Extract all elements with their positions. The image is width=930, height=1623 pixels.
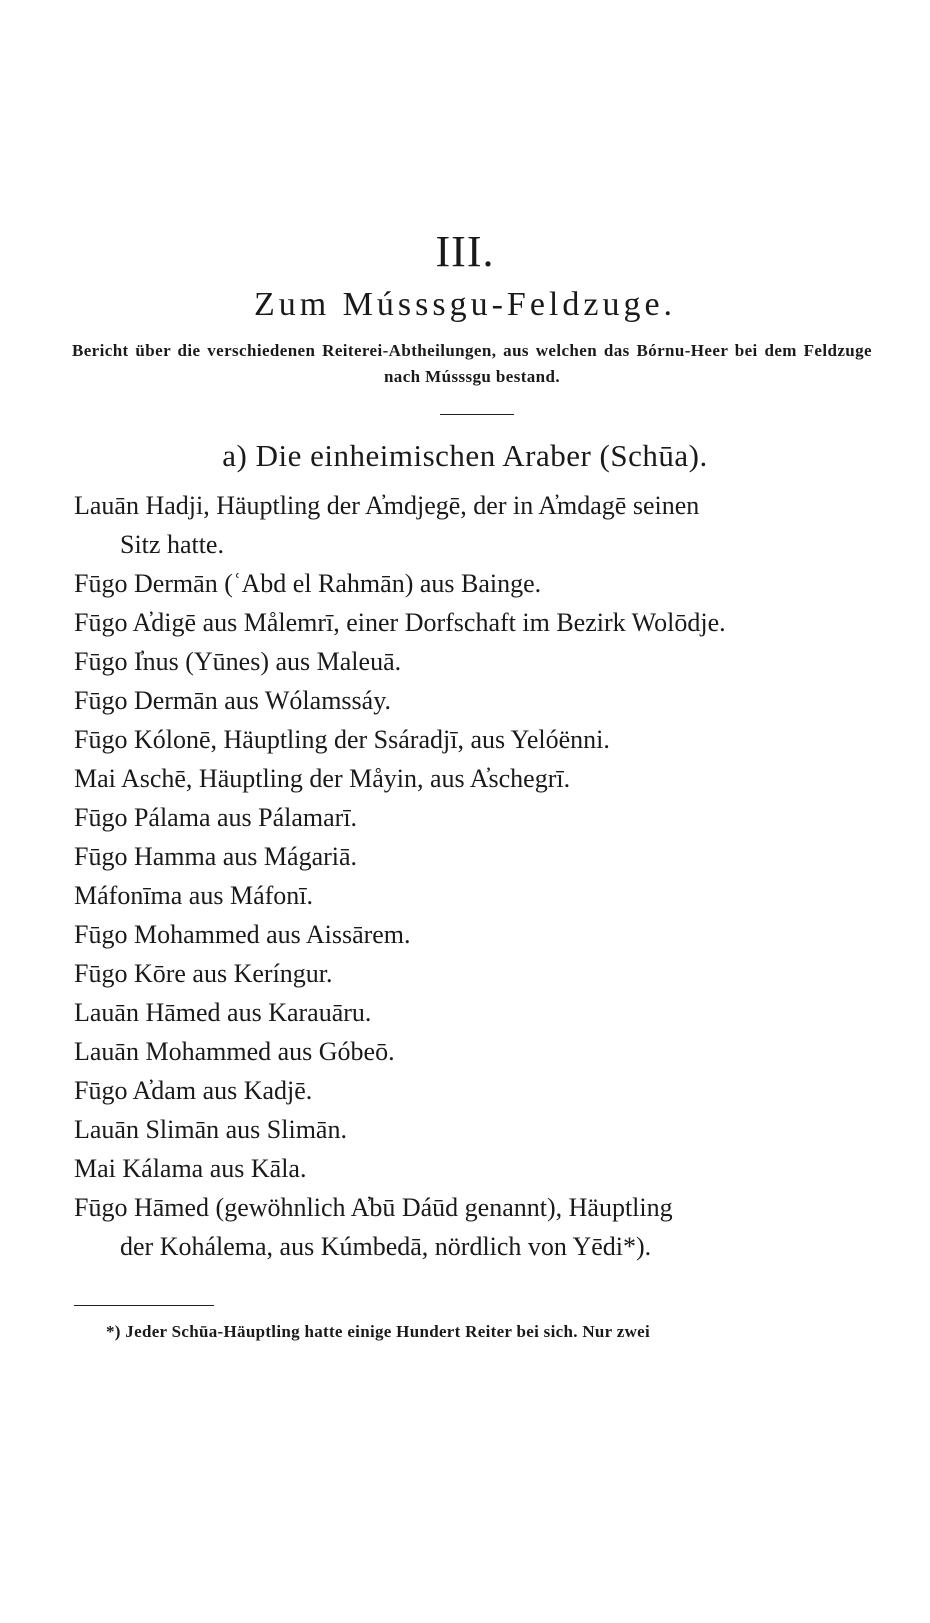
list-item: Máfonīma aus Máfonī. bbox=[74, 881, 314, 910]
entries-list bbox=[74, 486, 874, 1266]
list-item: Fūgo Mohammed aus Aissārem. bbox=[74, 920, 411, 949]
list-item: Fūgo Pálama aus Pálamarī. bbox=[74, 803, 358, 832]
list-item: Mai Kálama aus Kāla. bbox=[74, 1154, 307, 1183]
list-item: Lauān Slimān aus Slimān. bbox=[74, 1115, 347, 1144]
list-item: Fūgo Hamma aus Mágariā. bbox=[74, 842, 358, 871]
list-item: Fūgo A̓dam aus Kadjē. bbox=[74, 1076, 313, 1105]
footnote-divider bbox=[74, 1305, 214, 1306]
list-item: Fūgo Dermān aus Wólamssáy. bbox=[74, 686, 392, 715]
list-item: Lauān Hadji, Häuptling der A̓mdjegē, der in A̓mdagē seinen bbox=[74, 491, 700, 520]
chapter-subtitle: Bericht über die verschiedenen Reiterei-Abtheilungen, aus welchen das Bórnu-Heer bei dem Feldzuge nach Músssgu bestand. bbox=[72, 341, 872, 386]
list-item: Mai Aschē, Häuptling der Måyin, aus A̓schegrī. bbox=[74, 764, 571, 793]
section-heading: a) Die einheimischen Araber (Schūa). bbox=[222, 438, 708, 473]
list-item: Fūgo A̓digē aus Målemrī, einer Dorfschaft im Bezirk Wolōdje. bbox=[74, 608, 726, 637]
list-item-continuation: der Kohálema, aus Kúmbedā, nördlich von Yēdi*). bbox=[120, 1232, 652, 1261]
list-item: Fūgo I̓nus (Yūnes) aus Maleuā. bbox=[74, 647, 402, 676]
list-item: Fūgo Dermān (ʿAbd el Rahmān) aus Bainge. bbox=[74, 569, 542, 598]
list-item: Lauān Mohammed aus Góbeō. bbox=[74, 1037, 395, 1066]
list-item: Lauān Hāmed aus Karauāru. bbox=[74, 998, 372, 1027]
list-item: Fūgo Hāmed (gewöhnlich A̓bū Dáūd genannt), Häuptling bbox=[74, 1193, 673, 1222]
list-item-continuation: Sitz hatte. bbox=[120, 530, 224, 559]
footnote: *) Jeder Schūa-Häuptling hatte einige Hundert Reiter bei sich. Nur zwei bbox=[106, 1322, 651, 1341]
chapter-number: III. bbox=[435, 227, 495, 276]
list-item: Fūgo Kólonē, Häuptling der Ssáradjī, aus Yelóënni. bbox=[74, 725, 610, 754]
list-item: Fūgo Kōre aus Keríngur. bbox=[74, 959, 333, 988]
title-divider bbox=[440, 414, 514, 415]
chapter-title: Zum Músssgu-Feldzuge. bbox=[253, 286, 677, 323]
